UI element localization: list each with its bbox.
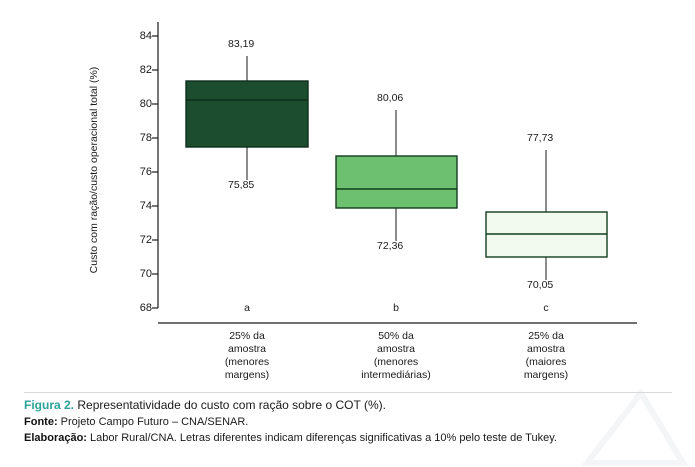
source-label: Fonte:: [24, 416, 58, 428]
cat-b-line4: intermediárias): [361, 369, 431, 381]
figure-label: Figura 2.: [24, 398, 75, 412]
caption-divider: [24, 392, 672, 393]
boxplot-group-a: [186, 56, 308, 180]
figure-caption: [24, 396, 674, 446]
cat-a-line1: 25% da: [229, 330, 265, 342]
cat-a-line3: (menores: [224, 356, 270, 368]
value-label-c-high: 77,73: [527, 132, 554, 144]
cat-c-line1: 25% da: [528, 330, 564, 342]
box-a: [186, 81, 308, 147]
value-label-c-low: 70,05: [527, 279, 554, 291]
cat-c-line4: margens): [523, 369, 569, 381]
boxplot-group-c: [486, 150, 607, 280]
y-tick-76: 76: [139, 166, 152, 178]
elaboration-label: Elaboração:: [24, 432, 87, 444]
cat-b-line2: amostra: [377, 343, 415, 355]
value-label-a-low: 75,85: [228, 179, 255, 191]
value-label-b-high: 80,06: [377, 92, 404, 104]
boxplot-group-b: [336, 110, 457, 241]
y-tick-70: 70: [139, 268, 152, 280]
y-axis-title-text: Custo com ração/custo operacional total (%): [88, 66, 100, 274]
figure-title-text: Representatividade do custo com ração sobre o COT (%).: [74, 398, 386, 412]
value-label-b-low: 72,36: [377, 240, 404, 252]
y-tick-78: 78: [139, 132, 152, 144]
cat-c-line2: amostra: [527, 343, 565, 355]
source-text: Projeto Campo Futuro – CNA/SENAR.: [57, 416, 249, 428]
y-tick-84: 84: [139, 30, 152, 42]
x-category-label-b: [321, 330, 471, 382]
x-category-label-a: [172, 330, 322, 382]
group-letter-c: c: [543, 302, 549, 314]
group-letter-b: b: [393, 302, 399, 314]
caption-source-line: [24, 414, 674, 430]
y-tick-74: 74: [139, 200, 152, 212]
box-b: [336, 156, 457, 208]
y-tick-72: 72: [139, 234, 152, 246]
y-tick-80: 80: [139, 98, 152, 110]
x-category-label-c: [471, 330, 621, 382]
cat-b-line3: (menores: [373, 356, 419, 368]
cat-a-line2: amostra: [228, 343, 266, 355]
cat-c-line3: (maiores: [525, 356, 567, 368]
caption-elaboration-line: [24, 430, 674, 446]
group-letter-a: a: [244, 302, 250, 314]
y-tick-68: 68: [139, 302, 152, 314]
caption-title-line: [24, 396, 674, 414]
y-tick-82: 82: [139, 64, 152, 76]
cat-a-line4: margens): [224, 369, 270, 381]
value-label-a-high: 83,19: [228, 38, 255, 50]
cat-b-line1: 50% da: [378, 330, 414, 342]
y-tick-marks: [152, 36, 158, 308]
elaboration-text: Labor Rural/CNA. Letras diferentes indicam diferenças significativas a 10% pelo teste de Tukey.: [86, 432, 557, 444]
